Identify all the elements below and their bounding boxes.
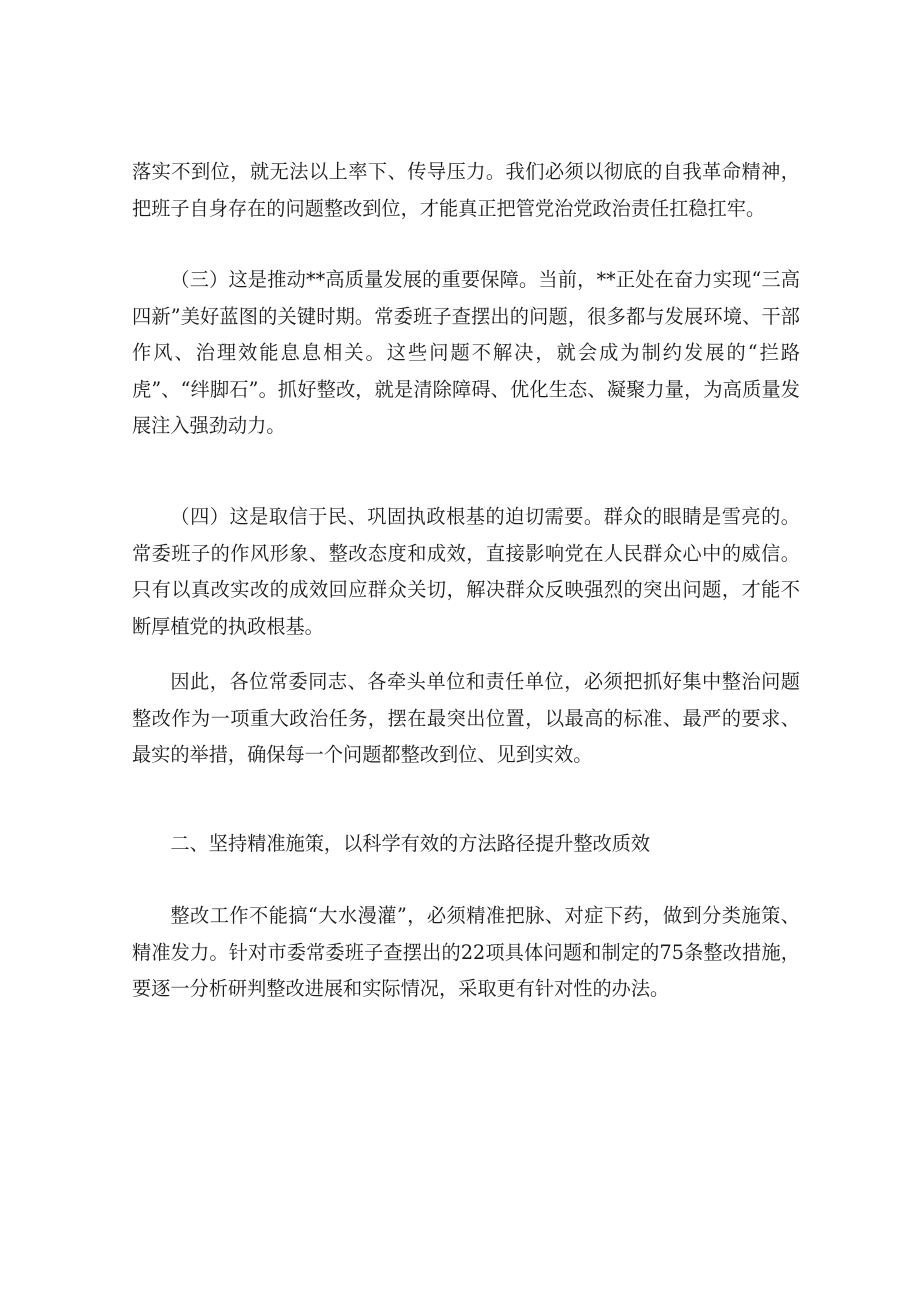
paragraph-conclusion: 因此，各位常委同志、各牵头单位和责任单位，必须把抓好集中整治问题整改作为一项重大政治任务，摆在最突出位置，以最高的标准、最严的要求、最实的举措，确保每一个问题都整改到位、见到实效。 bbox=[132, 670, 800, 766]
paragraph-section-three: （三）这是推动**高质量发展的重要保障。当前，**正处在奋力实现“三高四新”美好蓝图的关键时期。常委班子查摆出的问题，很多都与发展环境、干部作风、治理效能息息相关。这些问题不解决，就会成为制约发展的“拦路虎”、“绊脚石”。抓好整改，就是清除障碍、优化生态、凝聚力量，为高质量发展注入强劲动力。 bbox=[132, 268, 800, 437]
section-heading-two: 二、坚持精准施策，以科学有效的方法路径提升整改质效 bbox=[170, 832, 651, 855]
paragraph-continuation: 落实不到位，就无法以上率下、传导压力。我们必须以彻底的自我革命精神，把班子自身存在的问题整改到位，才能真正把管党治党政治责任扛稳扛牢。 bbox=[132, 160, 800, 220]
paragraph-section-four: （四）这是取信于民、巩固执政根基的迫切需要。群众的眼睛是雪亮的。常委班子的作风形象、整改态度和成效，直接影响党在人民群众心中的威信。只有以真改实改的成效回应群众关切，解决群众反映强烈的突出问题，才能不断厚植党的执政根基。 bbox=[132, 505, 800, 638]
paragraph-precision-measures: 整改工作不能搞“大水漫灌”，必须精准把脉、对症下药，做到分类施策、精准发力。针对市委常委班子查摆出的22项具体问题和制定的75条整改措施，要逐一分析研判整改进展和实际情况，采取更有针对性的办法。 bbox=[132, 904, 800, 1000]
